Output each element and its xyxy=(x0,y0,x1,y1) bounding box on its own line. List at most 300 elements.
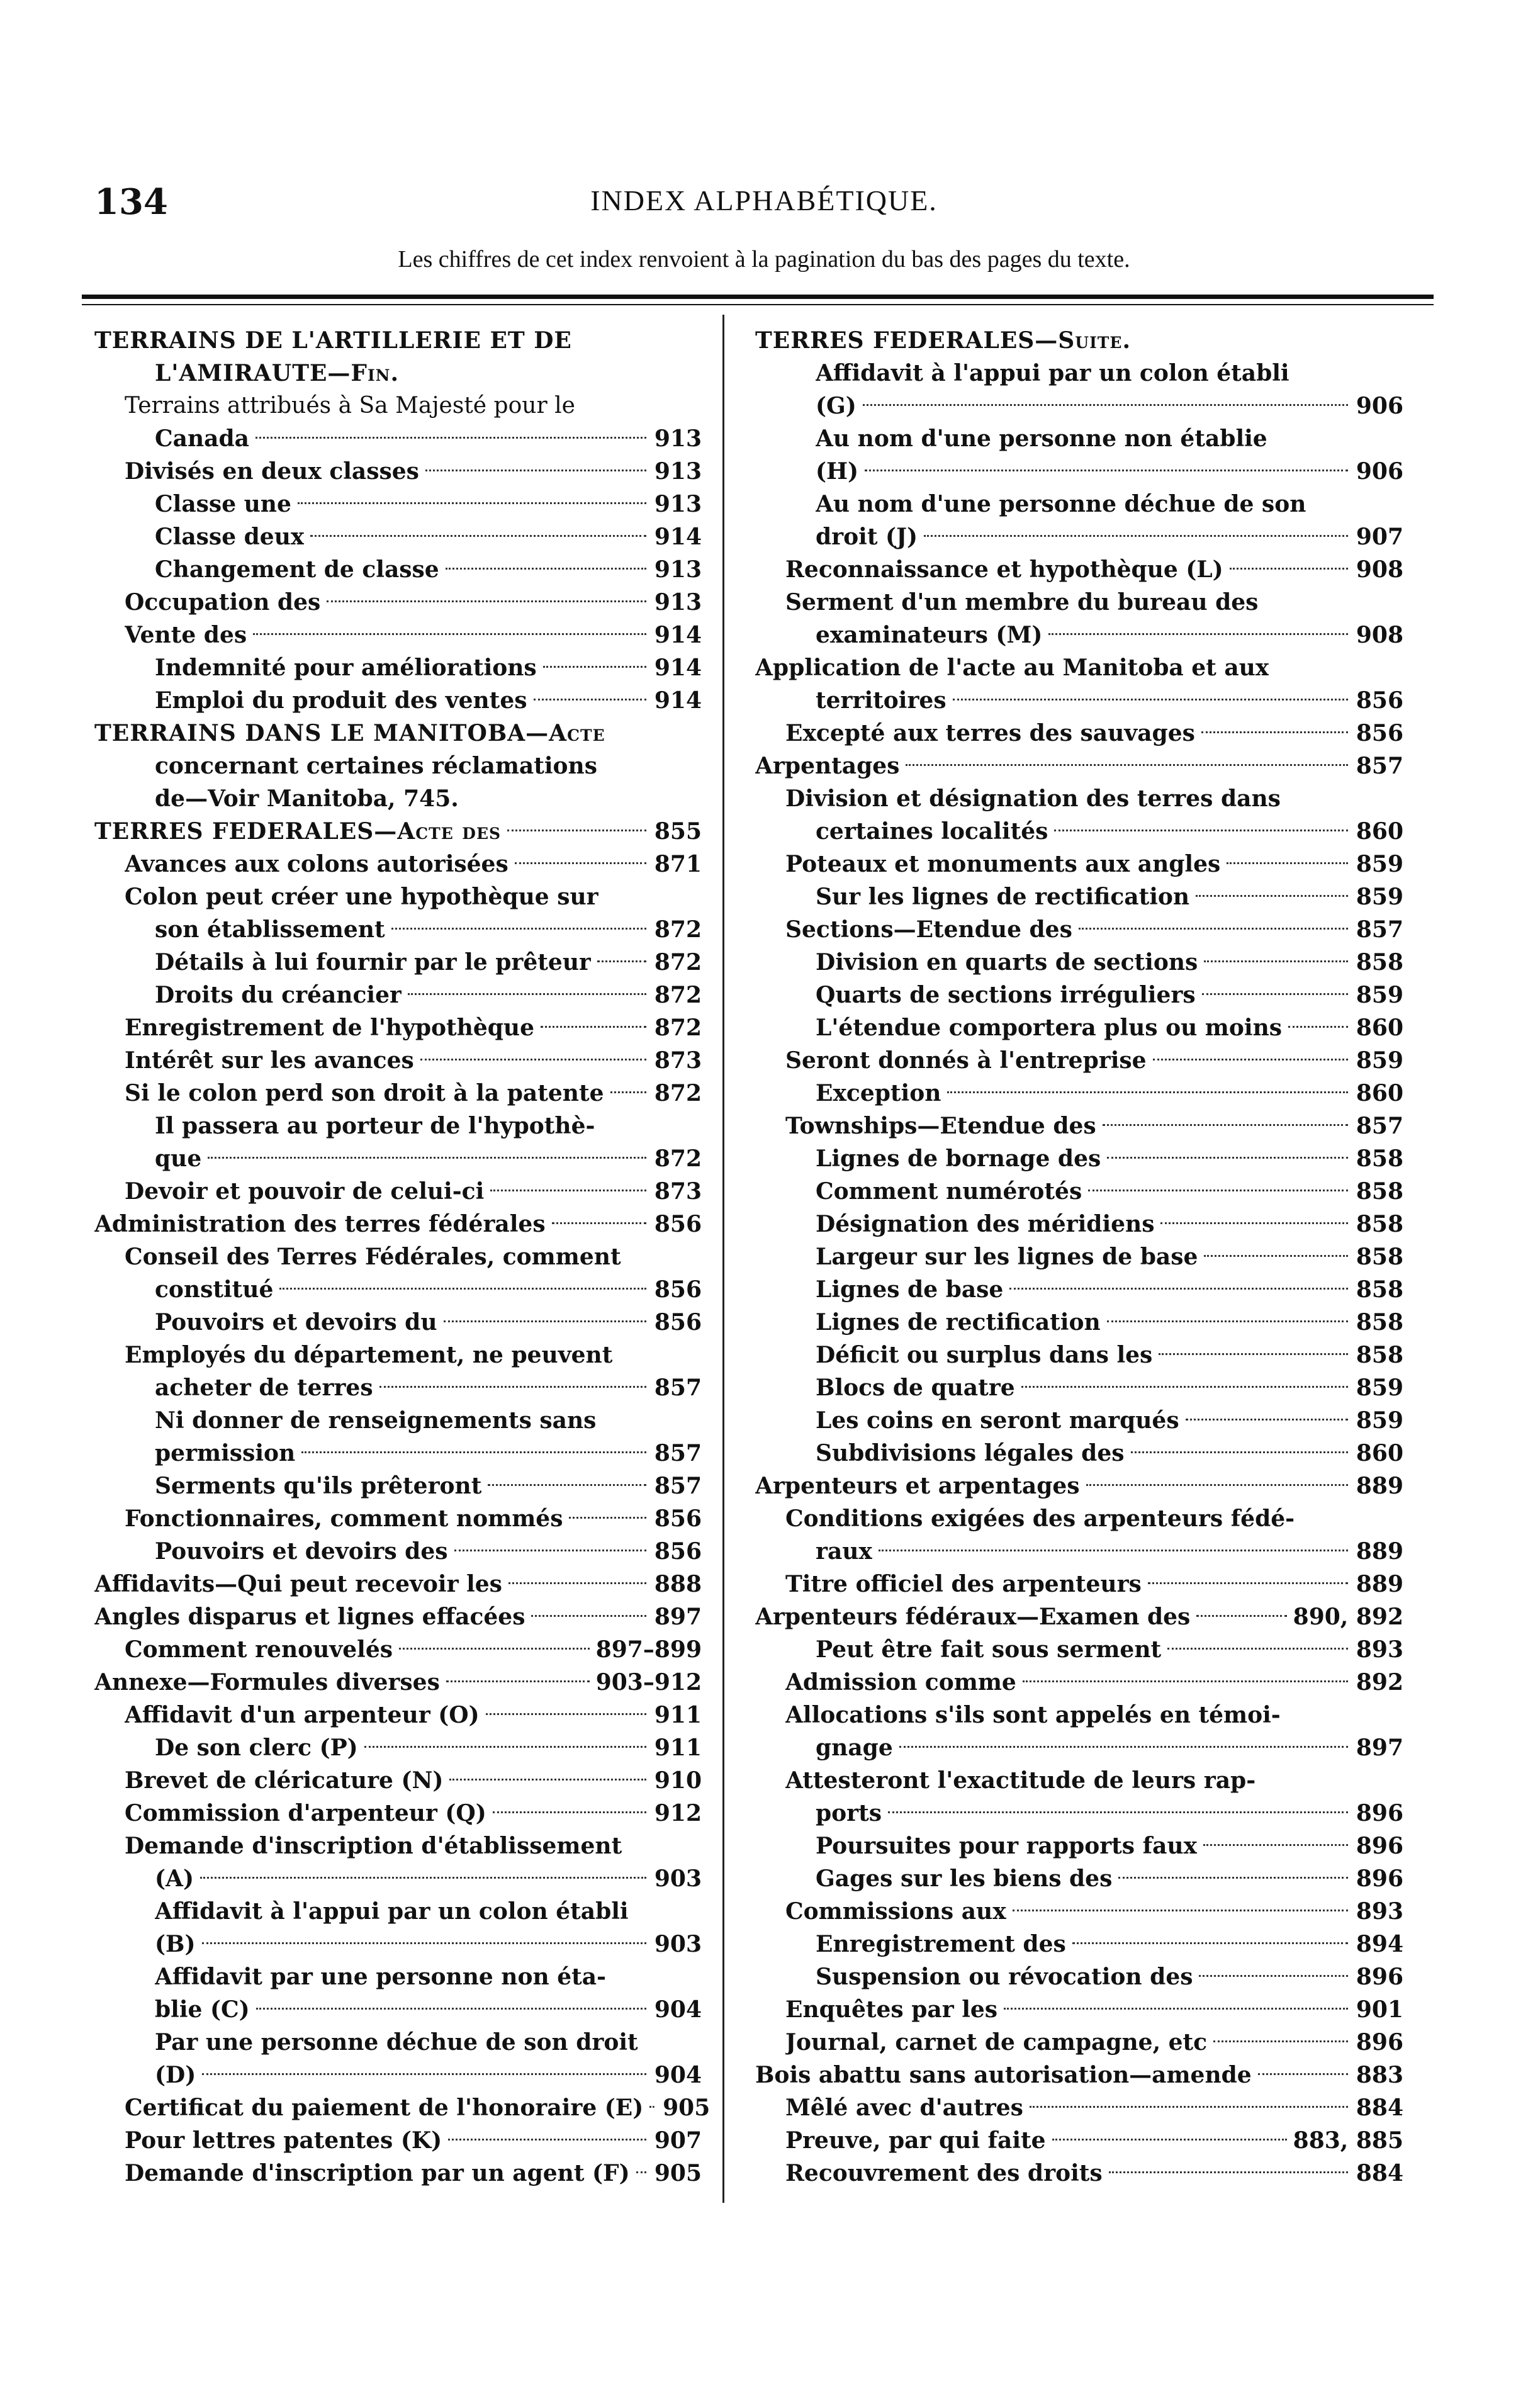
index-entry xyxy=(755,1110,1403,1142)
page-reference: 912 xyxy=(654,1800,702,1826)
page-reference: 856 xyxy=(654,1505,702,1532)
page-reference: 860 xyxy=(1356,818,1403,845)
dot-leader xyxy=(649,2106,654,2108)
entry-text: TERRES FEDERALES—Acte des xyxy=(94,818,502,845)
entry-text: Suspension ou révocation des xyxy=(816,1964,1193,1990)
index-entry xyxy=(94,1404,702,1437)
index-entry xyxy=(755,1437,1403,1470)
page-reference: 896 xyxy=(1356,1865,1403,1892)
page-reference: 893 xyxy=(1356,1636,1403,1663)
entry-text: constitué xyxy=(155,1276,274,1303)
dot-leader xyxy=(202,2073,646,2075)
index-entry xyxy=(94,488,702,520)
page-reference: 889 xyxy=(1356,1538,1403,1565)
entry-text: Affidavits—Qui peut recevoir les xyxy=(94,1571,502,1597)
entry-text: Poteaux et monuments aux angles xyxy=(785,851,1221,877)
page-reference: 872 xyxy=(654,1015,702,1041)
index-entry xyxy=(755,1011,1403,1044)
index-entry xyxy=(94,1208,702,1241)
dot-leader xyxy=(279,1288,646,1290)
dot-leader xyxy=(1148,1582,1348,1584)
entry-text: Division en quarts de sections xyxy=(816,949,1198,976)
index-entry xyxy=(755,390,1403,422)
page-reference: 906 xyxy=(1356,393,1403,419)
index-entry xyxy=(94,979,702,1011)
page-reference: 855 xyxy=(654,818,702,845)
entry-text: Quarts de sections irréguliers xyxy=(816,982,1196,1008)
index-entry xyxy=(94,1764,702,1797)
entry-text: L'AMIRAUTE—Fin. xyxy=(155,360,400,386)
dot-leader xyxy=(1153,1059,1348,1061)
entry-text: Déficit ou surplus dans les xyxy=(816,1342,1153,1368)
page-reference: 873 xyxy=(654,1047,702,1074)
entry-text: Division et désignation des terres dans xyxy=(785,785,1281,812)
index-entry xyxy=(755,553,1403,586)
dot-leader xyxy=(1004,2008,1348,2010)
index-entry xyxy=(94,2026,702,2059)
dot-leader xyxy=(454,1550,646,1551)
index-entry xyxy=(94,1568,702,1601)
dot-leader xyxy=(1107,1320,1348,1322)
dot-leader xyxy=(256,2008,646,2010)
entry-text: Ni donner de renseignements sans xyxy=(155,1407,597,1434)
dot-leader xyxy=(1167,1648,1348,1650)
page-reference: 856 xyxy=(654,1309,702,1336)
index-entry xyxy=(94,2091,711,2124)
page-reference: 883 xyxy=(1356,2062,1403,2088)
dot-leader xyxy=(1202,993,1348,995)
entry-text: Intérêt sur les avances xyxy=(125,1047,414,1074)
dot-leader xyxy=(879,1550,1348,1551)
index-entry xyxy=(755,684,1403,717)
page-reference: 903–912 xyxy=(595,1669,702,1696)
entry-text: Les coins en seront marqués xyxy=(816,1407,1179,1434)
index-entry xyxy=(755,717,1403,750)
index-entry xyxy=(755,2124,1403,2157)
entry-text: ports xyxy=(816,1800,882,1826)
dot-leader xyxy=(1131,1451,1348,1453)
index-entry xyxy=(755,1928,1403,1961)
page-reference: 911 xyxy=(654,1702,702,1728)
entry-text: Enquêtes par les xyxy=(785,1996,998,2023)
page-reference: 913 xyxy=(654,425,702,452)
page-reference: 872 xyxy=(654,1080,702,1106)
page-reference: 913 xyxy=(654,458,702,485)
dot-leader xyxy=(493,1811,646,1813)
dot-leader xyxy=(947,1091,1348,1093)
entry-text: Occupation des xyxy=(125,589,321,616)
dot-leader xyxy=(1109,2171,1348,2173)
entry-text: de—Voir Manitoba, 745. xyxy=(155,785,459,812)
entry-text: Comment renouvelés xyxy=(125,1636,393,1663)
dot-leader xyxy=(1103,1124,1348,1126)
entry-text: Journal, carnet de campagne, etc xyxy=(785,2029,1208,2056)
entry-text: Enregistrement des xyxy=(816,1931,1066,1957)
index-note: Les chiffres de cet index renvoient à la pagination du bas des pages du texte. xyxy=(398,246,1130,273)
index-entry xyxy=(755,1666,1403,1699)
entry-text: Sur les lignes de rectification xyxy=(816,884,1190,910)
index-entry xyxy=(94,1993,702,2026)
dot-leader xyxy=(490,1190,646,1191)
entry-text: Mêlé avec d'autres xyxy=(785,2095,1023,2121)
index-entry xyxy=(94,1077,702,1110)
entry-text: Comment numérotés xyxy=(816,1178,1082,1205)
dot-leader xyxy=(253,633,646,635)
entry-text: Emploi du produit des ventes xyxy=(155,687,527,714)
entry-text: TERRAINS DE L'ARTILLERIE ET DE xyxy=(94,327,572,354)
dot-leader xyxy=(906,764,1348,766)
index-entry xyxy=(755,1404,1403,1437)
dot-leader xyxy=(1196,1615,1286,1617)
index-entry xyxy=(755,1502,1403,1535)
dot-leader xyxy=(1186,1419,1348,1421)
entry-text: TERRES FEDERALES—Suite. xyxy=(755,327,1131,354)
dot-leader xyxy=(364,1746,646,1748)
page-reference: 872 xyxy=(654,982,702,1008)
page-reference: 857 xyxy=(1356,916,1403,943)
page-reference: 858 xyxy=(1356,1211,1403,1237)
page-reference: 896 xyxy=(1356,1964,1403,1990)
index-entry xyxy=(94,2059,702,2091)
index-entry xyxy=(755,1241,1403,1273)
entry-text: Annexe—Formules diverses xyxy=(94,1669,440,1696)
page-reference: 859 xyxy=(1356,1375,1403,1401)
page-reference: 857 xyxy=(654,1440,702,1466)
index-entry xyxy=(755,913,1403,946)
page-reference: 858 xyxy=(1356,1276,1403,1303)
index-entry xyxy=(755,1535,1403,1568)
page-reference: 856 xyxy=(654,1276,702,1303)
entry-text: Classe deux xyxy=(155,524,305,550)
entry-text: Classe une xyxy=(155,491,291,517)
index-entry xyxy=(94,1044,702,1077)
dot-leader xyxy=(541,1026,646,1028)
page-reference: 859 xyxy=(1356,1047,1403,1074)
dot-leader xyxy=(1204,960,1348,962)
dot-leader xyxy=(310,535,646,537)
page-reference: 860 xyxy=(1356,1440,1403,1466)
entry-text: Bois abattu sans autorisation—amende xyxy=(755,2062,1252,2088)
index-entry xyxy=(94,815,702,848)
page-reference: 903 xyxy=(654,1865,702,1892)
dot-leader xyxy=(1199,1975,1348,1977)
page-reference: 858 xyxy=(1356,1342,1403,1368)
dot-leader xyxy=(399,1648,590,1650)
dot-leader xyxy=(1160,1222,1348,1224)
dot-leader xyxy=(507,830,646,831)
entry-text: blie (C) xyxy=(155,1996,250,2023)
page-reference: 910 xyxy=(654,1767,702,1794)
index-entry xyxy=(755,1830,1403,1862)
index-entry xyxy=(755,750,1403,782)
dot-leader xyxy=(508,1582,646,1584)
index-entry xyxy=(755,1142,1403,1175)
page-reference: 859 xyxy=(1356,982,1403,1008)
page-reference: 905 xyxy=(654,2160,702,2186)
dot-leader xyxy=(298,502,646,504)
index-entry xyxy=(94,586,702,619)
page-reference: 856 xyxy=(654,1538,702,1565)
page-reference: 859 xyxy=(1356,1407,1403,1434)
index-entry xyxy=(94,553,702,586)
dot-leader xyxy=(1054,830,1348,831)
index-entry xyxy=(94,2157,702,2190)
page-reference: 897 xyxy=(654,1604,702,1630)
page-reference: 883, 885 xyxy=(1293,2127,1403,2154)
page-reference: 911 xyxy=(654,1735,702,1761)
index-entry xyxy=(94,1895,702,1928)
index-entry xyxy=(755,455,1403,488)
index-entry xyxy=(755,1044,1403,1077)
dot-leader xyxy=(1086,1484,1348,1486)
dot-leader xyxy=(448,2139,646,2141)
entry-text: Commission d'arpenteur (Q) xyxy=(125,1800,486,1826)
page-reference: 914 xyxy=(654,687,702,714)
index-entry xyxy=(94,1666,702,1699)
dot-leader xyxy=(597,960,646,962)
dot-leader xyxy=(543,666,646,668)
dot-leader xyxy=(1052,2139,1287,2141)
entry-text: (A) xyxy=(155,1865,194,1892)
entry-text: Si le colon perd son droit à la patente xyxy=(125,1080,604,1106)
dot-leader xyxy=(446,568,646,570)
entry-text: Sections—Etendue des xyxy=(785,916,1072,943)
entry-text: Affidavit d'un arpenteur (O) xyxy=(125,1702,480,1728)
index-entry xyxy=(94,717,702,750)
index-entry xyxy=(94,1830,702,1862)
entry-text: Lignes de base xyxy=(816,1276,1004,1303)
index-entry xyxy=(755,1470,1403,1502)
page-reference: 896 xyxy=(1356,1800,1403,1826)
header-rule-thin xyxy=(82,304,1434,305)
page-reference: 905 xyxy=(663,2095,711,2121)
index-entry xyxy=(94,1797,702,1830)
dot-leader xyxy=(408,993,646,995)
index-entry xyxy=(755,2091,1403,2124)
entry-text: (B) xyxy=(155,1931,196,1957)
dot-leader xyxy=(1021,1386,1348,1388)
index-entry xyxy=(94,619,702,651)
dot-leader xyxy=(899,1746,1348,1748)
page-reference: 889 xyxy=(1356,1473,1403,1499)
dot-leader xyxy=(446,1680,590,1682)
index-entry xyxy=(755,1601,1403,1633)
entry-text: (H) xyxy=(816,458,859,485)
dot-leader xyxy=(425,470,646,471)
page-reference: 856 xyxy=(654,1211,702,1237)
index-entry xyxy=(94,422,702,455)
page-reference: 914 xyxy=(654,524,702,550)
entry-text: Titre officiel des arpenteurs xyxy=(785,1571,1142,1597)
running-title: INDEX ALPHABÉTIQUE. xyxy=(590,184,938,217)
entry-text: Gages sur les biens des xyxy=(816,1865,1113,1892)
entry-text: Angles disparus et lignes effacées xyxy=(94,1604,525,1630)
index-entry xyxy=(94,1928,702,1961)
page-reference: 860 xyxy=(1356,1080,1403,1106)
dot-leader xyxy=(1079,928,1348,930)
entry-text: Désignation des méridiens xyxy=(816,1211,1155,1237)
page-reference: 889 xyxy=(1356,1571,1403,1597)
entry-text: Peut être fait sous serment xyxy=(816,1636,1162,1663)
entry-text: L'étendue comportera plus ou moins xyxy=(816,1015,1283,1041)
entry-text: Au nom d'une personne déchue de son xyxy=(816,491,1306,517)
dot-leader xyxy=(1048,633,1348,635)
entry-text: Lignes de bornage des xyxy=(816,1145,1101,1172)
index-entry xyxy=(755,1208,1403,1241)
entry-text: Affidavit par une personne non éta- xyxy=(155,1964,606,1990)
page-reference: 893 xyxy=(1356,1898,1403,1925)
index-entry xyxy=(755,815,1403,848)
entry-text: Serment d'un membre du bureau des xyxy=(785,589,1259,616)
entry-text: Changement de classe xyxy=(155,556,439,583)
page-reference: 903 xyxy=(654,1931,702,1957)
index-entry xyxy=(755,1077,1403,1110)
page-reference: 857 xyxy=(1356,753,1403,779)
entry-text: Affidavit à l'appui par un colon établi xyxy=(155,1898,629,1925)
entry-text: concernant certaines réclamations xyxy=(155,753,598,779)
entry-text: Terrains attribués à Sa Majesté pour le xyxy=(125,393,575,419)
index-entry xyxy=(755,2059,1403,2091)
index-entry xyxy=(755,2157,1403,2190)
index-entry xyxy=(94,684,702,717)
index-entry xyxy=(94,1241,702,1273)
entry-text: Allocations s'ils sont appelés en témoi- xyxy=(785,1702,1281,1728)
entry-text: Arpentages xyxy=(755,753,900,779)
index-entry xyxy=(94,324,702,357)
page-reference: 913 xyxy=(654,556,702,583)
index-entry xyxy=(755,586,1403,619)
page-reference: 872 xyxy=(654,916,702,943)
dot-leader xyxy=(1088,1190,1348,1191)
index-entry xyxy=(94,1731,702,1764)
dot-leader xyxy=(202,1942,647,1944)
page-reference: 859 xyxy=(1356,851,1403,877)
dot-leader xyxy=(1196,895,1348,897)
entry-text: Affidavit à l'appui par un colon établi xyxy=(816,360,1289,386)
index-entry xyxy=(94,1306,702,1339)
entry-text: Serments qu'ils prêteront xyxy=(155,1473,482,1499)
page-reference: 856 xyxy=(1356,687,1403,714)
index-entry xyxy=(94,1142,702,1175)
index-entry xyxy=(755,1633,1403,1666)
entry-text: certaines localités xyxy=(816,818,1048,845)
page-reference: 901 xyxy=(1356,1996,1403,2023)
entry-text: droit (J) xyxy=(816,524,918,550)
index-entry xyxy=(94,750,702,782)
dot-leader xyxy=(391,928,646,930)
entry-text: (D) xyxy=(155,2062,196,2088)
dot-leader xyxy=(1009,1288,1348,1290)
entry-text: Employés du département, ne peuvent xyxy=(125,1342,613,1368)
entry-text: Lignes de rectification xyxy=(816,1309,1101,1336)
page-reference: 884 xyxy=(1356,2095,1403,2121)
entry-text: Conseil des Terres Fédérales, comment xyxy=(125,1244,621,1270)
page-reference: 890, 892 xyxy=(1293,1604,1403,1630)
dot-leader xyxy=(534,699,647,700)
dot-leader xyxy=(515,862,646,864)
entry-text: Détails à lui fournir par le prêteur xyxy=(155,949,591,976)
index-entry xyxy=(94,1339,702,1371)
page-reference: 858 xyxy=(1356,949,1403,976)
index-entry xyxy=(755,422,1403,455)
index-entry xyxy=(94,946,702,979)
dot-leader xyxy=(1030,2106,1348,2108)
dot-leader xyxy=(327,600,646,602)
index-entry xyxy=(755,848,1403,880)
page-reference: 906 xyxy=(1356,458,1403,485)
entry-text: Admission comme xyxy=(785,1669,1016,1696)
page-reference: 914 xyxy=(654,622,702,648)
entry-text: Conditions exigées des arpenteurs fédé- xyxy=(785,1505,1295,1532)
index-entry xyxy=(94,848,702,880)
entry-text: Subdivisions légales des xyxy=(816,1440,1125,1466)
page-number: 134 xyxy=(94,181,168,223)
entry-text: Townships—Etendue des xyxy=(785,1113,1096,1139)
entry-text: Pouvoirs et devoirs du xyxy=(155,1309,437,1336)
index-entry xyxy=(94,1011,702,1044)
dot-leader xyxy=(1107,1157,1348,1159)
index-entry xyxy=(94,1601,702,1633)
page-reference: 858 xyxy=(1356,1309,1403,1336)
dot-leader xyxy=(420,1059,646,1061)
entry-text: territoires xyxy=(816,687,947,714)
dot-leader xyxy=(1159,1353,1348,1355)
entry-text: Attesteront l'exactitude de leurs rap- xyxy=(785,1767,1256,1794)
page-reference: 904 xyxy=(654,1996,702,2023)
entry-text: Brevet de cléricature (N) xyxy=(125,1767,444,1794)
index-entry xyxy=(94,651,702,684)
index-entry xyxy=(94,455,702,488)
page-reference: 907 xyxy=(654,2127,702,2154)
page-reference: 904 xyxy=(654,2062,702,2088)
dot-leader xyxy=(636,2171,646,2173)
index-entry xyxy=(755,520,1403,553)
dot-leader xyxy=(1118,1877,1348,1879)
page-reference: 871 xyxy=(654,851,702,877)
index-entry xyxy=(755,1797,1403,1830)
page-reference: 858 xyxy=(1356,1244,1403,1270)
header-rule xyxy=(82,295,1434,299)
page-reference: 888 xyxy=(654,1571,702,1597)
dot-leader xyxy=(488,1484,646,1486)
entry-text: examinateurs (M) xyxy=(816,622,1043,648)
dot-leader xyxy=(1227,862,1348,864)
page-reference: 858 xyxy=(1356,1145,1403,1172)
entry-text: Demande d'inscription d'établissement xyxy=(125,1833,622,1859)
dot-leader xyxy=(379,1386,646,1388)
page-reference: 913 xyxy=(654,589,702,616)
page-reference: 907 xyxy=(1356,524,1403,550)
index-entry xyxy=(755,1699,1403,1731)
entry-text: permission xyxy=(155,1440,296,1466)
entry-text: Application de l'acte au Manitoba et aux xyxy=(755,655,1269,681)
entry-text: Certificat du paiement de l'honoraire (E) xyxy=(125,2095,644,2121)
dot-leader xyxy=(256,437,646,439)
index-entry xyxy=(755,880,1403,913)
index-entry xyxy=(755,979,1403,1011)
index-entry xyxy=(94,913,702,946)
dot-leader xyxy=(200,1877,646,1879)
index-entry xyxy=(755,1993,1403,2026)
dot-leader xyxy=(1023,1680,1348,1682)
entry-text: Au nom d'une personne non établie xyxy=(816,425,1267,452)
page-reference: 908 xyxy=(1356,556,1403,583)
entry-text: Largeur sur les lignes de base xyxy=(816,1244,1198,1270)
index-entry xyxy=(94,1273,702,1306)
dot-leader xyxy=(531,1615,646,1617)
page-reference: 914 xyxy=(654,655,702,681)
index-entry xyxy=(94,1437,702,1470)
